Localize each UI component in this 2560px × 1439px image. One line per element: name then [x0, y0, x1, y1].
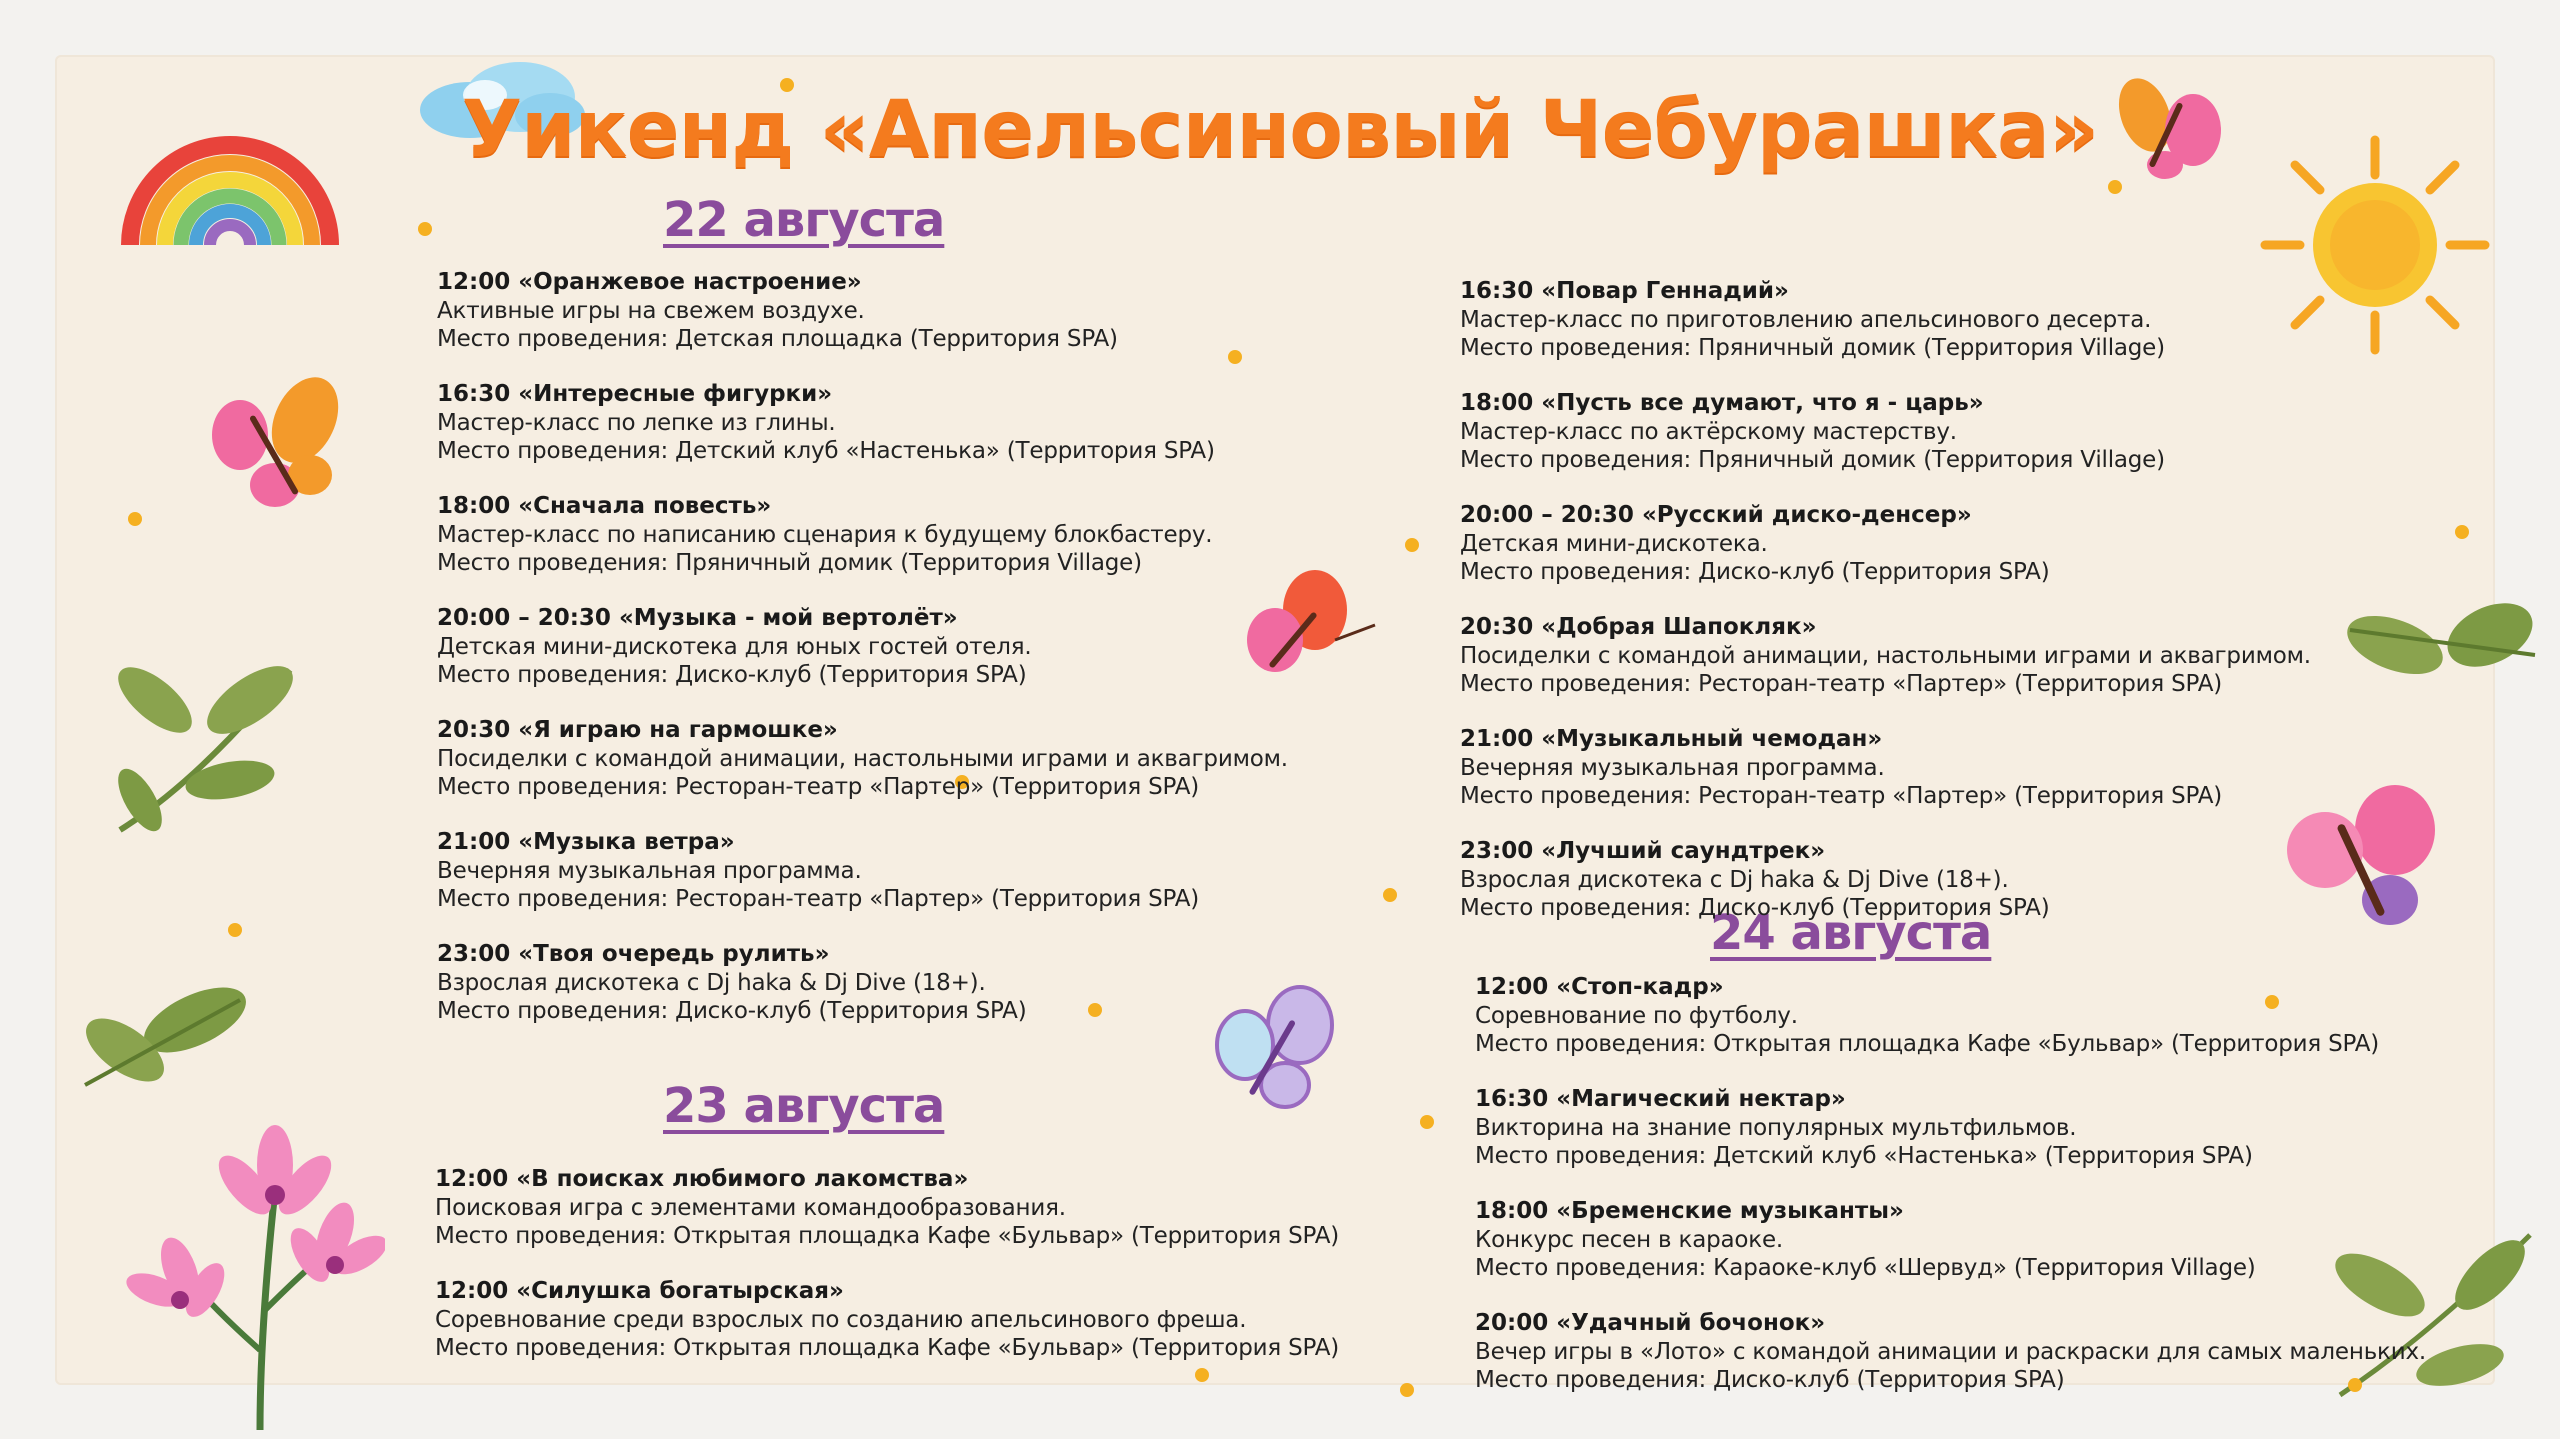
event-description: Детская мини-дискотека.: [1460, 531, 1768, 557]
event-location: Место проведения: Диско-клуб (Территория SPA): [1460, 895, 2050, 921]
event-item: [1460, 389, 2311, 474]
event-item: [435, 1277, 1339, 1362]
decor-dot: [128, 512, 142, 526]
event-item: [437, 940, 1288, 1025]
event-item: [1475, 973, 2426, 1058]
event-title: 20:30 «Я играю на гармошке»: [437, 717, 838, 743]
event-item: [437, 828, 1288, 913]
event-location: Место проведения: Диско-клуб (Территория SPA): [437, 998, 1027, 1024]
event-location: Место проведения: Ресторан-театр «Партер» (Территория SPA): [1460, 783, 2223, 809]
events-list-22: [437, 268, 1288, 1052]
event-title: 16:30 «Магический нектар»: [1475, 1086, 1846, 1112]
event-description: Взрослая дискотека с Dj haka & Dj Dive (18+).: [437, 970, 986, 996]
event-title: 20:00 «Удачный бочонок»: [1475, 1310, 1826, 1336]
event-item: [437, 380, 1288, 465]
decor-dot: [1400, 1383, 1414, 1397]
event-title: 18:00 «Пусть все думают, что я - царь»: [1460, 390, 1984, 416]
event-location: Место проведения: Открытая площадка Кафе «Бульвар» (Территория SPA): [1475, 1031, 2380, 1057]
events-list-24: [1475, 973, 2426, 1421]
event-description: Викторина на знание популярных мультфильмов.: [1475, 1115, 2077, 1141]
event-item: [1460, 613, 2311, 698]
decor-dot: [2108, 180, 2122, 194]
event-description: Взрослая дискотека с Dj haka & Dj Dive (18+).: [1460, 867, 2009, 893]
event-title: 23:00 «Лучший саундтрек»: [1460, 838, 1826, 864]
event-item: [1475, 1309, 2426, 1394]
event-title: 20:30 «Добрая Шапокляк»: [1460, 614, 1817, 640]
event-location: Место проведения: Открытая площадка Кафе «Бульвар» (Территория SPA): [435, 1335, 1340, 1361]
event-title: 16:30 «Интересные фигурки»: [437, 381, 833, 407]
decor-dot: [1420, 1115, 1434, 1129]
event-title: 16:30 «Повар Геннадий»: [1460, 278, 1789, 304]
event-location: Место проведения: Детский клуб «Настенька» (Территория SPA): [1475, 1143, 2253, 1169]
event-description: Посиделки с командой анимации, настольными играми и аквагримом.: [1460, 643, 2311, 669]
event-description: Мастер-класс по приготовлению апельсинового десерта.: [1460, 307, 2152, 333]
event-item: [437, 492, 1288, 577]
events-list-23-right: [1460, 277, 2311, 949]
event-item: [1475, 1197, 2426, 1282]
decor-dot: [1405, 538, 1419, 552]
event-location: Место проведения: Детский клуб «Настенька» (Территория SPA): [437, 438, 1215, 464]
event-description: Мастер-класс по написанию сценария к будущему блокбастеру.: [437, 522, 1213, 548]
events-list-23-left: [435, 1165, 1339, 1389]
event-location: Место проведения: Открытая площадка Кафе «Бульвар» (Территория SPA): [435, 1223, 1340, 1249]
event-description: Соревнование по футболу.: [1475, 1003, 1798, 1029]
event-description: Вечерняя музыкальная программа.: [1460, 755, 1885, 781]
butterfly-icon: [195, 370, 355, 520]
event-description: Вечерняя музыкальная программа.: [437, 858, 862, 884]
event-item: [437, 604, 1288, 689]
leaf-icon: [65, 975, 255, 1095]
event-description: Мастер-класс по актёрскому мастерству.: [1460, 419, 1957, 445]
leaf-icon: [2340, 590, 2540, 700]
event-description: Посиделки с командой анимации, настольными играми и аквагримом.: [437, 746, 1288, 772]
event-location: Место проведения: Караоке-клуб «Шервуд» (Территория Village): [1475, 1255, 2256, 1281]
event-title: 21:00 «Музыкальный чемодан»: [1460, 726, 1883, 752]
event-title: 20:00 – 20:30 «Музыка - мой вертолёт»: [437, 605, 958, 631]
event-title: 20:00 – 20:30 «Русский диско-денсер»: [1460, 502, 1972, 528]
event-description: Поисковая игра с элементами командообразования.: [435, 1195, 1066, 1221]
event-location: Место проведения: Пряничный домик (Территория Village): [437, 550, 1142, 576]
event-location: Место проведения: Пряничный домик (Территория Village): [1460, 447, 2165, 473]
event-title: 23:00 «Твоя очередь рулить»: [437, 941, 830, 967]
day-heading-24: 24 августа: [1710, 905, 1992, 961]
event-title: 12:00 «Стоп-кадр»: [1475, 974, 1724, 1000]
event-item: [435, 1165, 1339, 1250]
page-title: Уикенд «Апельсиновый Чебурашка»: [461, 85, 2099, 175]
leaf-branch-icon: [100, 640, 310, 840]
event-item: [1475, 1085, 2426, 1170]
day-heading-22: 22 августа: [663, 192, 945, 248]
event-title: 18:00 «Бременские музыканты»: [1475, 1198, 1904, 1224]
event-item: [437, 268, 1288, 353]
event-location: Место проведения: Пряничный домик (Территория Village): [1460, 335, 2165, 361]
decor-dot: [1383, 888, 1397, 902]
day-heading-23: 23 августа: [663, 1078, 945, 1134]
event-item: [1460, 501, 2311, 586]
event-description: Соревнование среди взрослых по созданию апельсинового фреша.: [435, 1307, 1247, 1333]
event-location: Место проведения: Диско-клуб (Территория SPA): [1460, 559, 2050, 585]
event-description: Мастер-класс по лепке из глины.: [437, 410, 836, 436]
event-location: Место проведения: Ресторан-театр «Партер» (Территория SPA): [1460, 671, 2223, 697]
event-location: Место проведения: Диско-клуб (Территория SPA): [437, 662, 1027, 688]
event-title: 12:00 «Оранжевое настроение»: [437, 269, 862, 295]
decor-dot: [228, 923, 242, 937]
event-title: 12:00 «Силушка богатырская»: [435, 1278, 844, 1304]
decor-dot: [2455, 525, 2469, 539]
event-title: 18:00 «Сначала повесть»: [437, 493, 772, 519]
decor-dot: [418, 222, 432, 236]
event-description: Активные игры на свежем воздухе.: [437, 298, 865, 324]
flowers-icon: [125, 1110, 385, 1430]
event-location: Место проведения: Детская площадка (Территория SPA): [437, 326, 1118, 352]
event-title: 12:00 «В поисках любимого лакомства»: [435, 1166, 969, 1192]
event-description: Вечер игры в «Лото» с командой анимации и раскраски для самых маленьких.: [1475, 1339, 2427, 1365]
event-location: Место проведения: Диско-клуб (Территория SPA): [1475, 1367, 2065, 1393]
event-item: [437, 716, 1288, 801]
event-item: [1460, 725, 2311, 810]
event-title: 21:00 «Музыка ветра»: [437, 829, 735, 855]
event-item: [1460, 277, 2311, 362]
event-description: Детская мини-дискотека для юных гостей отеля.: [437, 634, 1032, 660]
event-location: Место проведения: Ресторан-театр «Партер» (Территория SPA): [437, 774, 1200, 800]
event-location: Место проведения: Ресторан-театр «Партер» (Территория SPA): [437, 886, 1200, 912]
event-description: Конкурс песен в караоке.: [1475, 1227, 1784, 1253]
event-item: [1460, 837, 2311, 922]
